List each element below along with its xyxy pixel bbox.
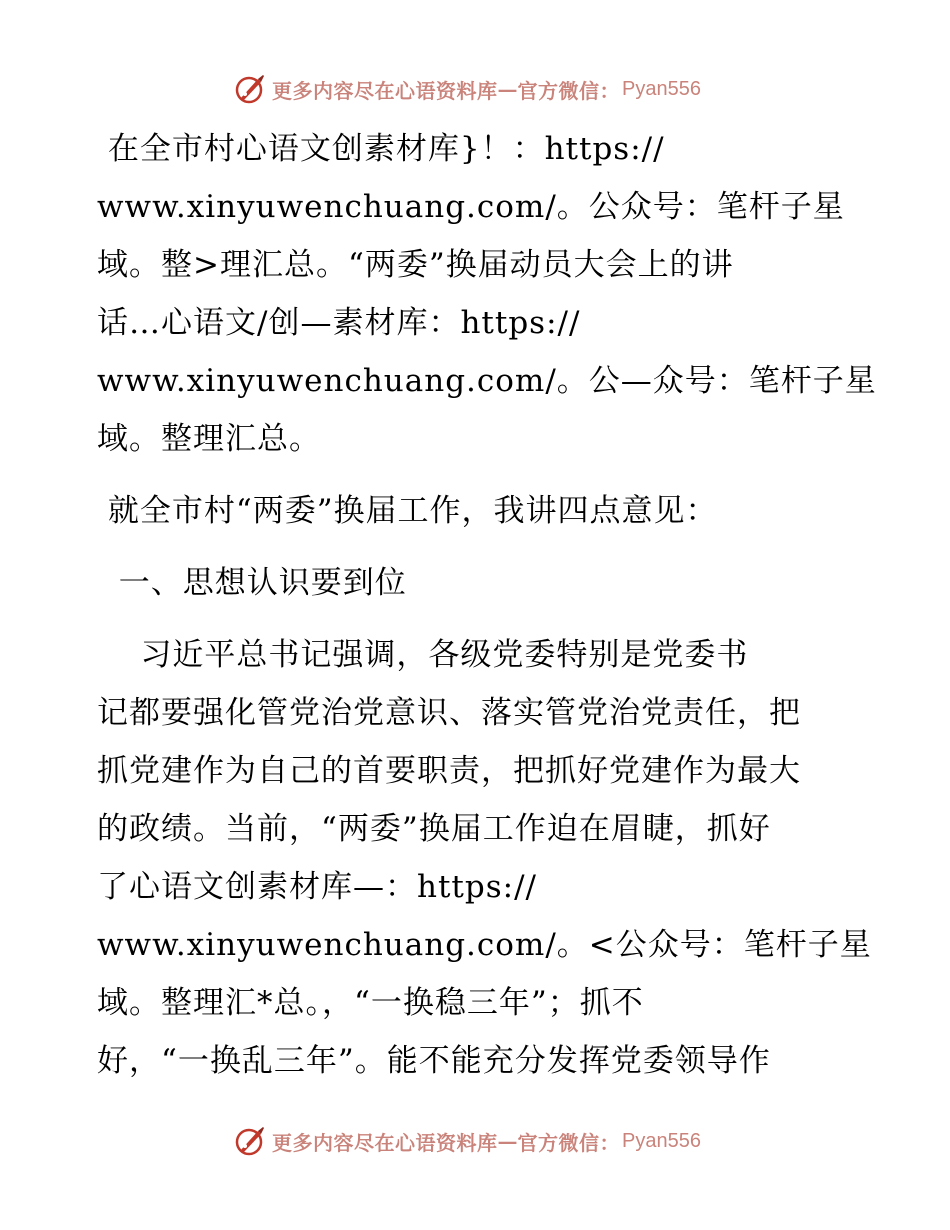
intro-line: 就全市村“两委”换届工作，我讲四点意见： bbox=[97, 493, 718, 529]
paragraph-line: 抓党建作为自己的首要职责，把抓好党建作为最大 bbox=[97, 753, 801, 789]
body-line: 域。整理汇总。 bbox=[97, 421, 321, 457]
watermark-text: 更多内容尽在心语资料库 bbox=[272, 1130, 498, 1155]
header-watermark bbox=[234, 72, 701, 106]
document-body bbox=[97, 120, 877, 1090]
body-line: 话…心语文/创—素材库：https:// bbox=[97, 305, 581, 341]
paragraph-line: 习近平总书记强调，各级党委特别是党委书 bbox=[97, 637, 749, 673]
watermark-text: 更多内容尽在心语资料库 bbox=[272, 78, 498, 103]
quill-pen-logo-icon bbox=[234, 73, 266, 105]
watermark-brand: Pyan556 bbox=[622, 1129, 701, 1152]
section-heading: 一、思想认识要到位 bbox=[97, 565, 407, 601]
footer-watermark bbox=[234, 1124, 701, 1158]
watermark-brand: Pyan556 bbox=[622, 77, 701, 100]
body-line: www.xinyuwenchuang.com/。公—众号：笔杆子星 bbox=[97, 363, 877, 399]
paragraph-line: 记都要强化管党治党意识、落实管党治党责任，把 bbox=[97, 695, 801, 731]
watermark-separator: — bbox=[497, 1129, 518, 1153]
watermark-separator: — bbox=[497, 77, 518, 101]
body-line: 在全市村心语文创素材库}！：https:// bbox=[97, 131, 665, 167]
paragraph-line: 域。整理汇*总。，“一换稳三年”；抓不 bbox=[97, 985, 644, 1021]
watermark-official: 官方微信： bbox=[517, 1130, 620, 1155]
body-line: 域。整>理汇总。“两委”换届动员大会上的讲 bbox=[97, 247, 734, 283]
body-line: www.xinyuwenchuang.com/。公众号：笔杆子星 bbox=[97, 189, 845, 225]
watermark-official: 官方微信： bbox=[517, 78, 620, 103]
paragraph-line: 了心语文创素材库—：https:// bbox=[97, 869, 537, 905]
quill-pen-logo-icon bbox=[234, 1125, 266, 1157]
paragraph-line: 好，“一换乱三年”。能不能充分发挥党委领导作 bbox=[97, 1043, 771, 1079]
paragraph-line: 的政绩。当前，“两委”换届工作迫在眉睫，抓好 bbox=[97, 811, 771, 847]
paragraph-line: www.xinyuwenchuang.com/。<公众号：笔杆子星 bbox=[97, 927, 872, 963]
